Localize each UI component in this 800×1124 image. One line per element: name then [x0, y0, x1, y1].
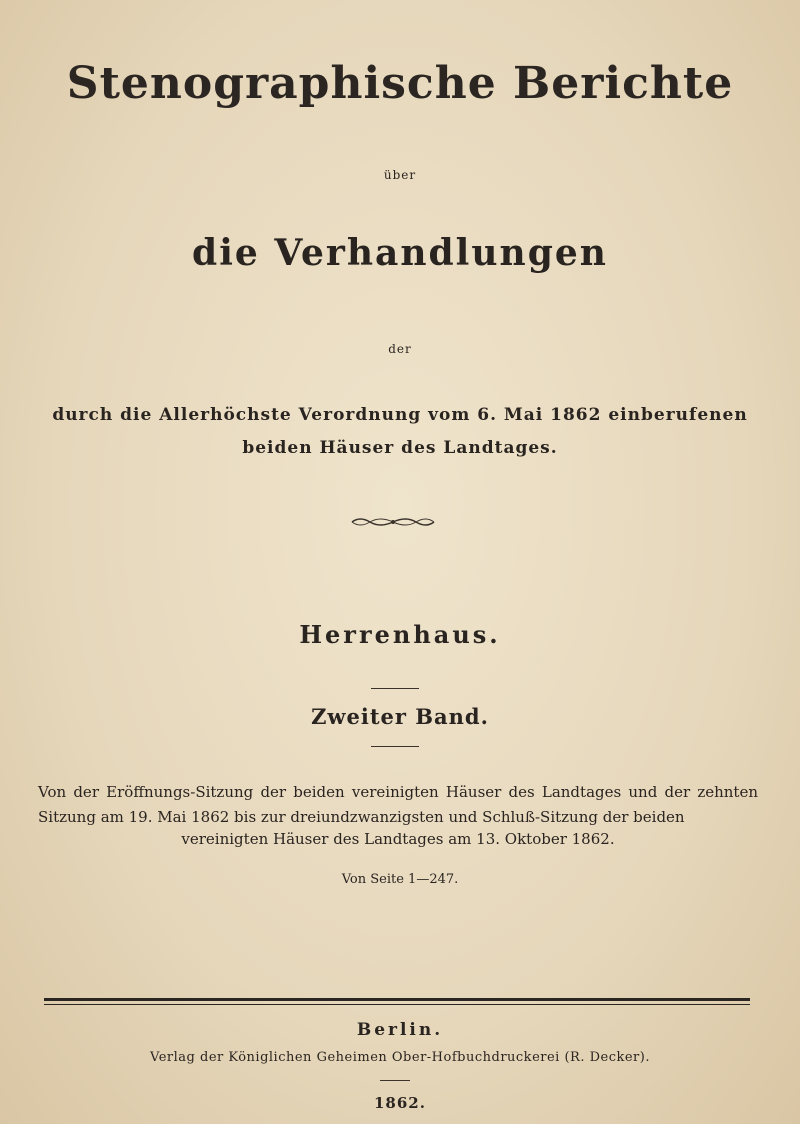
- imprint-city: Berlin.: [356, 1020, 444, 1040]
- connector-der: der: [388, 342, 412, 356]
- description-line-2: beiden Häuser des Landtages.: [242, 438, 558, 458]
- imprint-year: 1862.: [374, 1094, 426, 1112]
- ornament-divider: [350, 514, 436, 530]
- page-range: Von Seite 1—247.: [341, 872, 459, 887]
- document-title: Stenographische Berichte: [66, 58, 734, 109]
- imprint-publisher: Verlag der Königlichen Geheimen Ober-Hofbuchdruckerei (R. Decker).: [150, 1050, 650, 1065]
- rule-above-year: [380, 1080, 410, 1081]
- volume-title: Zweiter Band.: [311, 704, 489, 729]
- chamber-title: Herrenhaus.: [299, 620, 501, 649]
- scope-paragraph: Von der Eröffnungs-Sitzung der beiden vereinigten Häuser des Landtages und der zehnten Sitzung am 19. Mai 1862 bis zur dreiundzwanzigsten und Schluß-Sitzung der beiden: [38, 783, 758, 826]
- description-line-1: durch die Allerhöchste Verordnung vom 6. Mai 1862 einberufenen: [52, 405, 748, 425]
- document-subtitle: die Verhandlungen: [192, 232, 608, 274]
- rule-below-volume: [371, 746, 419, 747]
- scope-last-line: vereinigten Häuser des Landtages am 13. Oktober 1862.: [181, 830, 615, 848]
- imprint-rule-thin: [44, 1004, 750, 1005]
- connector-ueber: über: [383, 168, 417, 182]
- imprint-rule-thick: [44, 998, 750, 1001]
- rule-above-volume: [371, 688, 419, 689]
